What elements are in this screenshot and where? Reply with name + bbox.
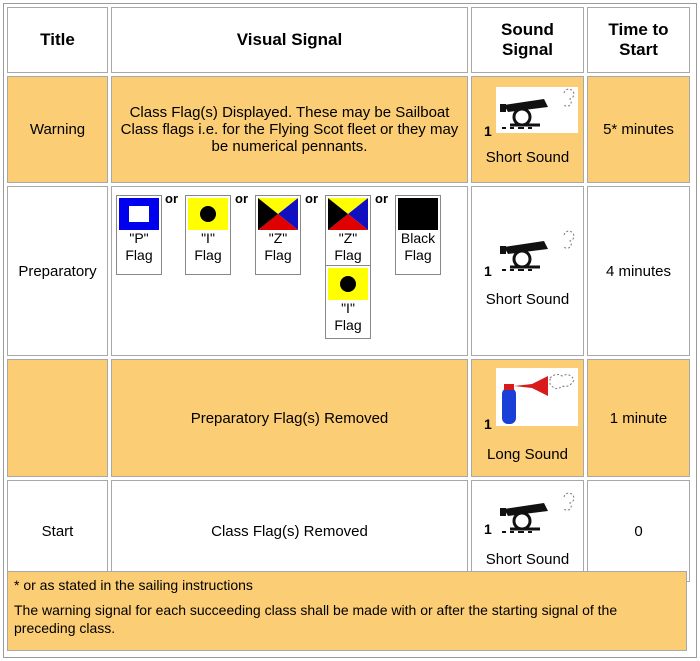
or-label-4: or xyxy=(375,191,388,206)
cannon-icon xyxy=(496,491,578,537)
one-minute-sound-cell xyxy=(471,359,584,477)
header-time-to-start xyxy=(587,7,690,73)
preparatory-time: 4 minutes xyxy=(587,186,690,356)
start-visual-signal: Class Flag(s) Removed xyxy=(111,480,468,582)
warning-sound-label: Short Sound xyxy=(485,149,570,166)
start-time: 0 xyxy=(587,480,690,582)
i-flag-icon xyxy=(328,268,368,300)
i-flag-icon xyxy=(188,198,228,230)
starting-signals-table xyxy=(4,4,693,585)
i-flag-label2: Flag xyxy=(194,247,222,263)
one-minute-sound-label: Long Sound xyxy=(487,446,568,463)
header-time-line1: Time to xyxy=(608,20,669,39)
p-flag-label1: "P" xyxy=(129,230,149,246)
header-sound-line1: Sound xyxy=(501,20,554,39)
z-flag-icon xyxy=(328,198,368,230)
header-visual-signal: Visual Signal xyxy=(111,7,468,73)
preparatory-title: Preparatory xyxy=(7,186,108,356)
warning-sound-cell xyxy=(471,76,584,183)
start-sound-count: 1 xyxy=(484,521,492,537)
p-flag-card xyxy=(116,195,162,275)
black-flag-label2: Flag xyxy=(404,247,432,263)
z-flag-combo-label2: Flag xyxy=(334,247,362,263)
z-flag-card xyxy=(255,195,301,275)
black-flag-icon xyxy=(398,198,438,230)
start-row xyxy=(7,480,690,582)
z-flag-label1: "Z" xyxy=(268,230,288,246)
preparatory-row xyxy=(7,186,690,356)
one-minute-title xyxy=(7,359,108,477)
or-label-2: or xyxy=(235,191,248,206)
i-flag-combo-label1: "I" xyxy=(341,300,355,316)
p-flag-label2: Flag xyxy=(125,247,153,263)
z-flag-combo-label1: "Z" xyxy=(338,230,358,246)
footnote-succeeding-class: The warning signal for each succeeding class shall be made with or after the starting signal of the preceding class. xyxy=(14,602,618,636)
warning-time: 5* minutes xyxy=(587,76,690,183)
one-minute-row xyxy=(7,359,690,477)
i-flag-label1: "I" xyxy=(201,230,215,246)
start-sound-cell xyxy=(471,480,584,582)
i-flag-card xyxy=(185,195,231,275)
preparatory-visual-signal xyxy=(111,186,468,356)
warning-title: Warning xyxy=(7,76,108,183)
or-label-1: or xyxy=(165,191,178,206)
i-flag-card-combo xyxy=(325,265,371,339)
warning-row xyxy=(7,76,690,183)
z-flag-card-combo xyxy=(325,195,371,275)
preparatory-sound-cell xyxy=(471,186,584,356)
black-flag-label1: Black xyxy=(400,230,436,246)
header-row xyxy=(7,7,690,73)
one-minute-sound-count: 1 xyxy=(484,416,492,432)
p-flag-icon xyxy=(119,198,159,230)
footnote-asterisk: * or as stated in the sailing instructions xyxy=(14,577,253,593)
warning-visual-signal: Class Flag(s) Displayed. These may be Sailboat Class flags i.e. for the Flying Scot fleet or they may be numerical pennants. xyxy=(111,76,468,183)
header-time-line2: Start xyxy=(619,40,658,59)
header-title: Title xyxy=(7,7,108,73)
or-label-3: or xyxy=(305,191,318,206)
cannon-icon xyxy=(496,87,578,133)
one-minute-time: 1 minute xyxy=(587,359,690,477)
air-horn-icon xyxy=(496,368,578,426)
preparatory-sound-label: Short Sound xyxy=(485,291,570,308)
preparatory-sound-count: 1 xyxy=(484,263,492,279)
black-flag-card xyxy=(395,195,441,275)
one-minute-visual-signal: Preparatory Flag(s) Removed xyxy=(111,359,468,477)
footnotes xyxy=(7,571,687,651)
i-flag-combo-label2: Flag xyxy=(334,317,362,333)
z-flag-label2: Flag xyxy=(264,247,292,263)
start-title: Start xyxy=(7,480,108,582)
header-sound-line2: Signal xyxy=(501,40,553,59)
start-sound-label: Short Sound xyxy=(485,551,570,568)
cannon-icon xyxy=(496,229,578,275)
header-sound-signal xyxy=(471,7,584,73)
z-flag-icon xyxy=(258,198,298,230)
warning-sound-count: 1 xyxy=(484,123,492,139)
